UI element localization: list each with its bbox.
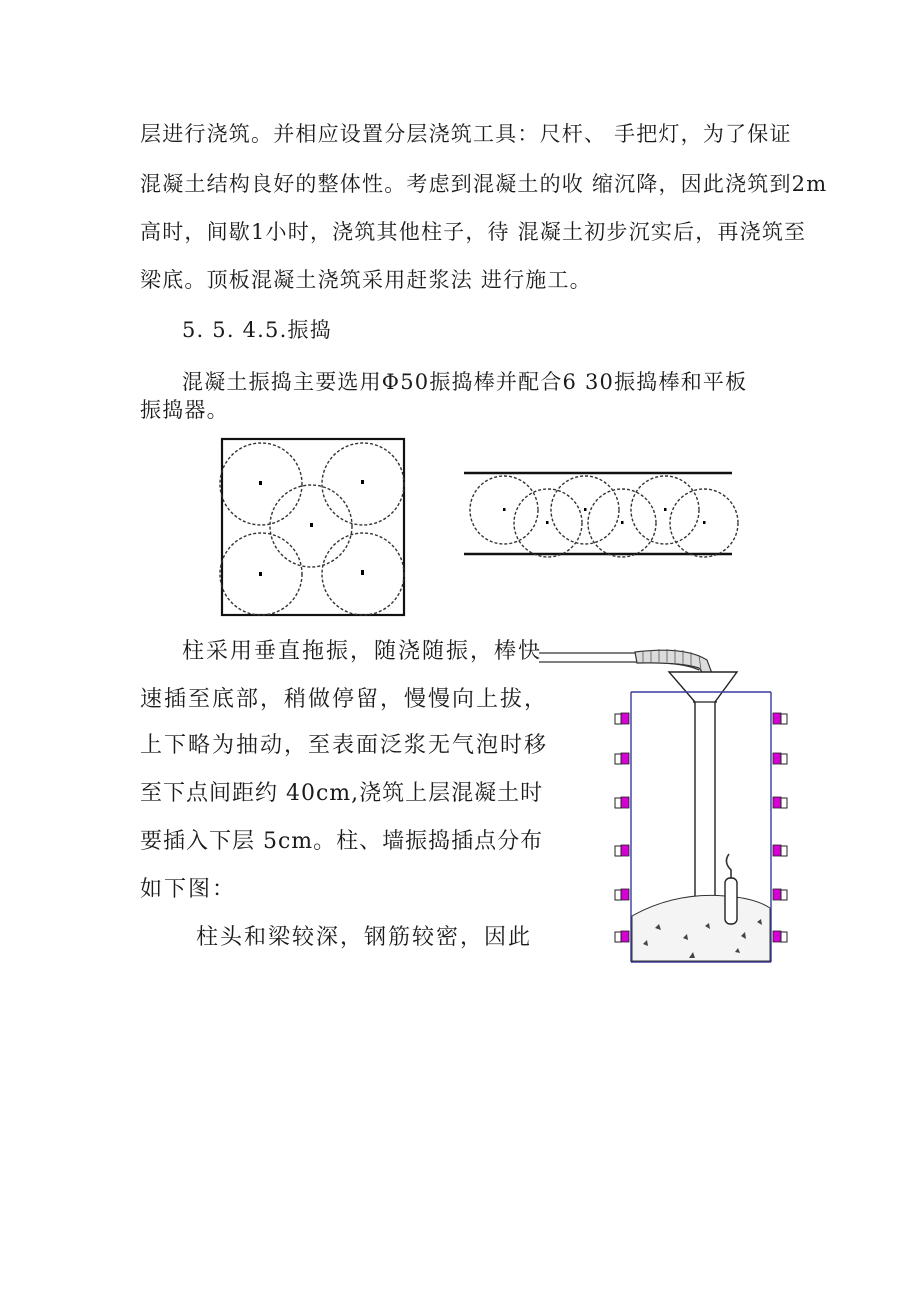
body-text-line: 高时，间歇1小时，浇筑其他柱子，待 混凝土初步沉实后，再浇筑至 (140, 220, 807, 244)
body-text-line: 层进行浇筑。并相应设置分层浇筑工具：尺杆、 手把灯，为了保证 (140, 122, 792, 146)
body-text-line: 至下点间距约 40cm,浇筑上层混凝土时 (140, 781, 544, 806)
body-text-line: 梁底。顶板混凝土浇筑采用赶浆法 进行施工。 (140, 268, 592, 292)
column-pouring-vibrator-diagram (535, 640, 795, 970)
body-text-line: 混凝土振捣主要选用Φ50振捣棒并配合6 30振捣棒和平板 (182, 370, 748, 394)
body-text-line: 如下图： (140, 877, 237, 902)
section-heading: 5. 5. 4.5.振捣 (182, 318, 332, 342)
column-vibration-circles-diagram (215, 434, 415, 619)
body-text-line: 柱头和梁较深，钢筋较密，因此 (196, 925, 533, 950)
body-text-line: 柱采用垂直拖振，随浇随振，棒快 (182, 639, 543, 664)
body-text-line: 混凝土结构良好的整体性。考虑到混凝土的收 缩沉降，因此浇筑到2m (140, 172, 828, 196)
body-text-line: 振捣器。 (140, 398, 229, 422)
body-text-line: 要插入下层 5cm。柱、墙振捣插点分布 (140, 829, 544, 854)
body-text-line: 上下略为抽动，至表面泛浆无气泡时移 (140, 733, 549, 758)
wall-vibration-circles-diagram (460, 462, 745, 562)
body-text-line: 速插至底部，稍做停留，慢慢向上拔， (140, 687, 549, 712)
